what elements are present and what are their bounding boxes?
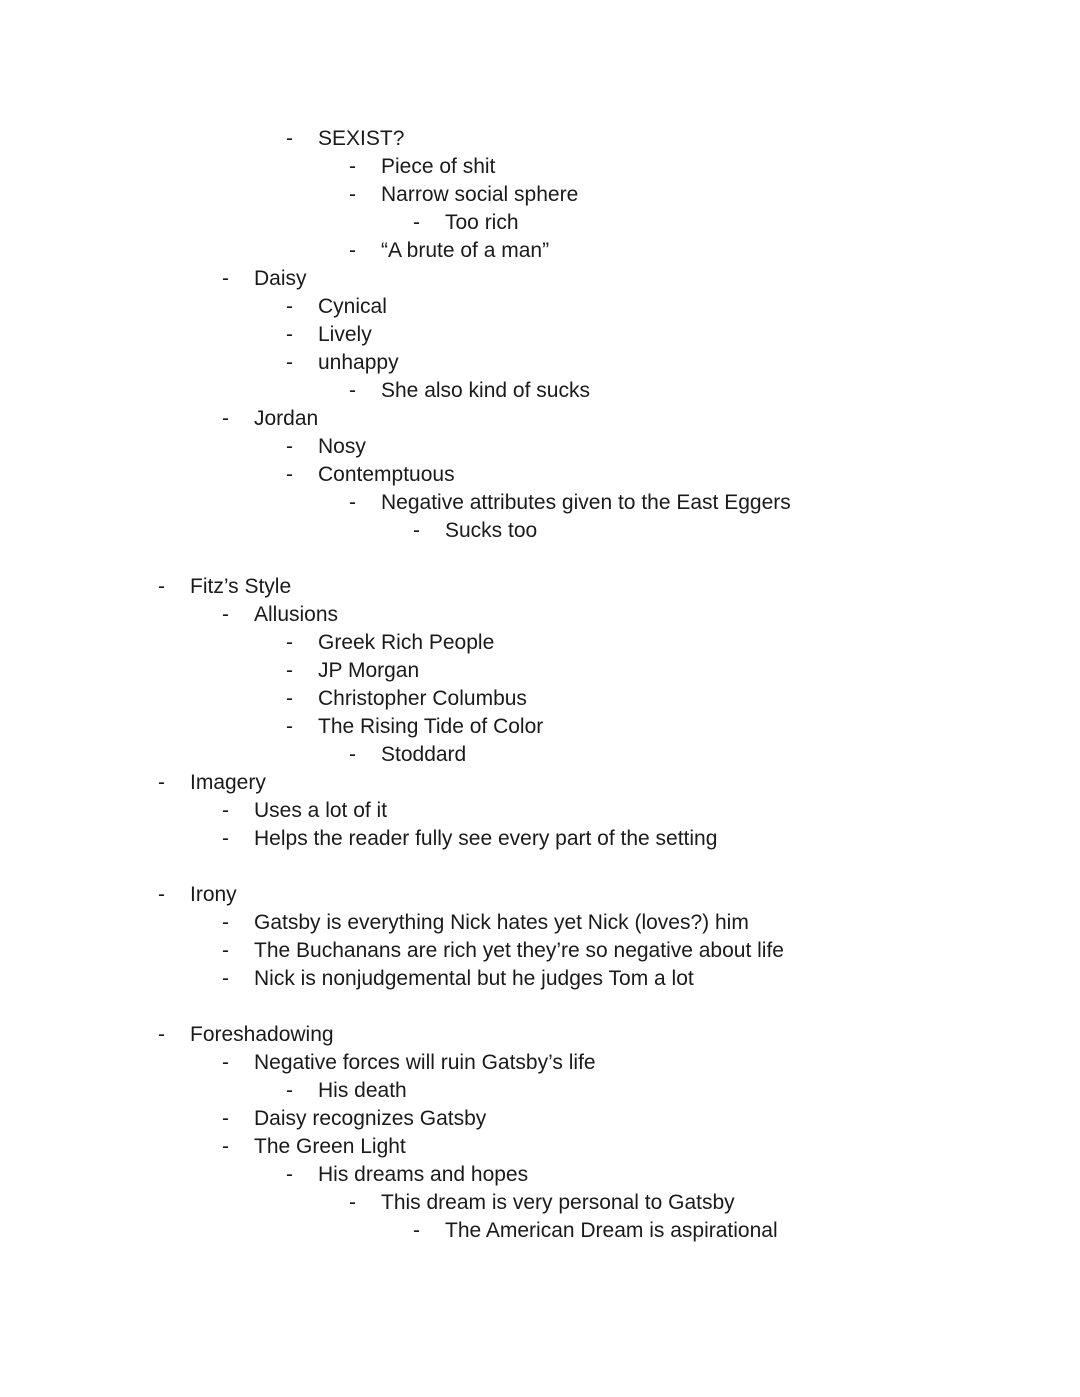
- bullet-dash: -: [286, 715, 293, 738]
- bullet-dash: -: [413, 1219, 420, 1242]
- bullet-dash: -: [286, 127, 293, 150]
- bullet-dash: -: [222, 967, 229, 990]
- list-item: Sucks too: [445, 519, 538, 542]
- list-item: She also kind of sucks: [381, 379, 590, 402]
- bullet-dash: -: [349, 491, 356, 514]
- section-heading: Imagery: [190, 771, 266, 794]
- bullet-dash: -: [349, 155, 356, 178]
- list-item: Gatsby is everything Nick hates yet Nick (loves?) him: [254, 911, 749, 934]
- list-item: Too rich: [445, 211, 519, 234]
- list-item: His death: [318, 1079, 407, 1102]
- bullet-dash: -: [286, 351, 293, 374]
- bullet-dash: -: [222, 407, 229, 430]
- list-item: SEXIST?: [318, 127, 405, 150]
- list-item: His dreams and hopes: [318, 1163, 529, 1186]
- list-item: Nosy: [318, 435, 366, 458]
- bullet-dash: -: [158, 883, 165, 906]
- list-item: The Green Light: [254, 1135, 406, 1158]
- bullet-dash: -: [349, 239, 356, 262]
- list-item: “A brute of a man”: [381, 239, 550, 262]
- section-heading: Irony: [190, 883, 237, 906]
- list-item: Contemptuous: [318, 463, 455, 486]
- list-item: Allusions: [254, 603, 339, 626]
- bullet-dash: -: [222, 267, 229, 290]
- list-item: Nick is nonjudgemental but he judges Tom a lot: [254, 967, 694, 990]
- section-heading: Fitz’s Style: [190, 575, 292, 598]
- list-item: Negative forces will ruin Gatsby’s life: [254, 1051, 596, 1074]
- bullet-dash: -: [286, 659, 293, 682]
- bullet-dash: -: [286, 1163, 293, 1186]
- bullet-dash: -: [222, 939, 229, 962]
- bullet-dash: -: [158, 1023, 165, 1046]
- bullet-dash: -: [349, 1191, 356, 1214]
- list-item: Lively: [318, 323, 372, 346]
- bullet-dash: -: [286, 1079, 293, 1102]
- list-item: The Rising Tide of Color: [318, 715, 544, 738]
- bullet-dash: -: [286, 687, 293, 710]
- bullet-dash: -: [222, 1051, 229, 1074]
- bullet-dash: -: [286, 323, 293, 346]
- list-item: Christopher Columbus: [318, 687, 527, 710]
- bullet-dash: -: [222, 1107, 229, 1130]
- list-item: Daisy recognizes Gatsby: [254, 1107, 487, 1130]
- list-item: Jordan: [254, 407, 319, 430]
- bullet-dash: -: [349, 379, 356, 402]
- bullet-dash: -: [286, 631, 293, 654]
- list-item: Daisy: [254, 267, 307, 290]
- bullet-dash: -: [222, 603, 229, 626]
- list-item: Greek Rich People: [318, 631, 495, 654]
- bullet-dash: -: [286, 463, 293, 486]
- section-heading: Foreshadowing: [190, 1023, 334, 1046]
- bullet-dash: -: [222, 911, 229, 934]
- list-item: The American Dream is aspirational: [445, 1219, 778, 1242]
- bullet-dash: -: [158, 771, 165, 794]
- list-item: unhappy: [318, 351, 399, 374]
- bullet-dash: -: [286, 435, 293, 458]
- list-item: Cynical: [318, 295, 387, 318]
- bullet-dash: -: [349, 743, 356, 766]
- list-item: Piece of shit: [381, 155, 496, 178]
- bullet-dash: -: [222, 827, 229, 850]
- bullet-dash: -: [286, 295, 293, 318]
- list-item: Uses a lot of it: [254, 799, 388, 822]
- list-item: This dream is very personal to Gatsby: [381, 1191, 735, 1214]
- list-item: The Buchanans are rich yet they’re so negative about life: [254, 939, 784, 962]
- list-item: Negative attributes given to the East Eggers: [381, 491, 791, 514]
- bullet-dash: -: [413, 211, 420, 234]
- bullet-dash: -: [222, 1135, 229, 1158]
- bullet-dash: -: [222, 799, 229, 822]
- bullet-dash: -: [349, 183, 356, 206]
- list-item: JP Morgan: [318, 659, 420, 682]
- list-item: Helps the reader fully see every part of the setting: [254, 827, 718, 850]
- bullet-dash: -: [413, 519, 420, 542]
- bullet-dash: -: [158, 575, 165, 598]
- list-item: Stoddard: [381, 743, 467, 766]
- list-item: Narrow social sphere: [381, 183, 579, 206]
